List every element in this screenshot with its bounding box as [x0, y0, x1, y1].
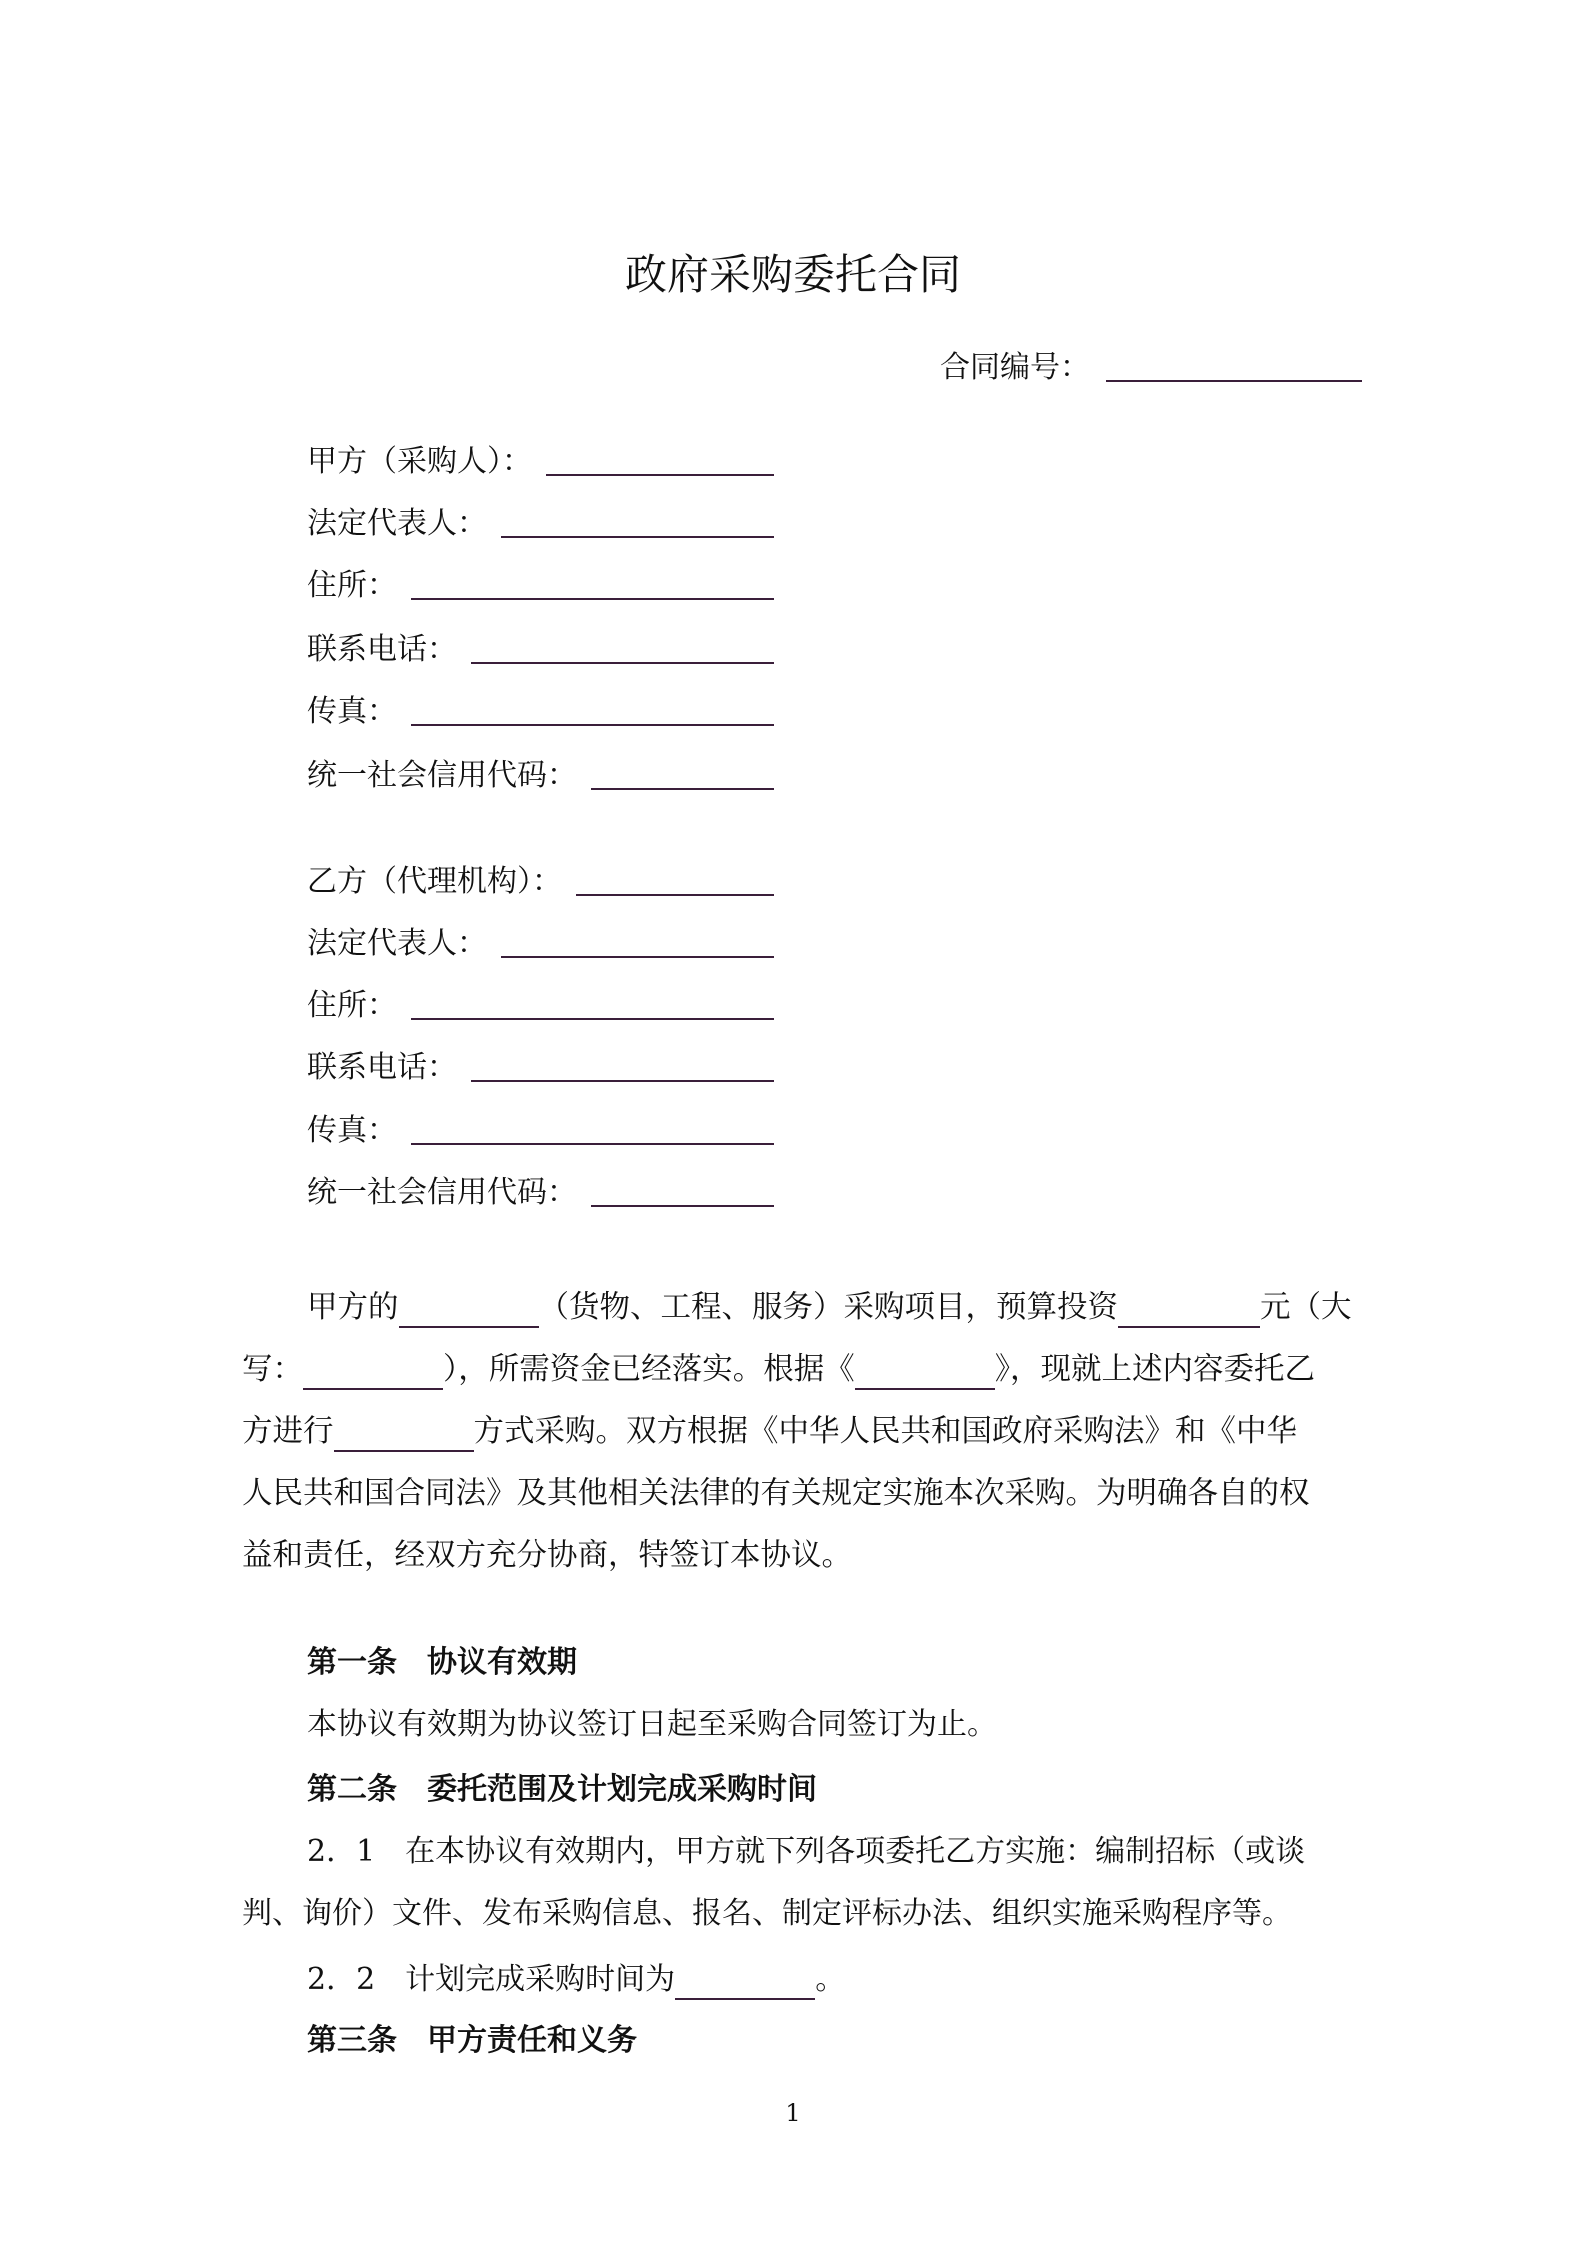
intro-paragraph — [242, 1288, 1356, 1588]
text: ），所需资金已经落实。根据《 — [443, 1352, 855, 1387]
party-b-legal-rep-field — [307, 924, 774, 964]
field-blank[interactable] — [411, 1018, 774, 1020]
party-a-address-field — [307, 566, 774, 606]
text: 益和责任，经双方充分协商，特签订本协议。 — [242, 1538, 852, 1573]
text: 。 — [815, 1962, 846, 1997]
paragraph-line — [307, 1288, 1356, 1328]
contract-number-field — [940, 348, 1362, 388]
field-label: 传真： — [307, 1113, 397, 1148]
field-label: 住所： — [307, 988, 397, 1023]
party-a-phone-field — [307, 630, 774, 670]
paragraph-line — [242, 1350, 1356, 1390]
party-a-fax-field — [307, 692, 774, 732]
contract-number-blank[interactable] — [1106, 380, 1362, 382]
field-blank[interactable] — [576, 894, 774, 896]
text: 》，现就上述内容委托乙 — [994, 1352, 1315, 1387]
paragraph-line — [242, 1474, 1356, 1514]
party-a-legal-rep-field — [307, 504, 774, 544]
text: （货物、工程、服务）采购项目，预算投资 — [538, 1290, 1118, 1325]
field-label: 传真： — [307, 694, 397, 729]
text: 方进行 — [242, 1414, 334, 1449]
article-1-heading: 第一条 协议有效期 — [307, 1645, 577, 1680]
field-blank[interactable] — [591, 788, 774, 790]
party-b-address-field — [307, 986, 774, 1026]
field-label: 甲方（采购人）： — [307, 444, 532, 479]
field-blank[interactable] — [411, 1143, 774, 1145]
text: 元（大 — [1260, 1290, 1352, 1325]
field-blank[interactable] — [501, 536, 774, 538]
page-number: 1 — [785, 2099, 801, 2127]
text: 写： — [242, 1352, 303, 1387]
field-blank[interactable] — [501, 956, 774, 958]
budget-blank[interactable] — [1118, 1300, 1260, 1328]
text: 方式采购。双方根据《中华人民共和国政府采购法》和《中华 — [473, 1414, 1297, 1449]
party-b-name-field — [307, 862, 774, 902]
party-b-credit-code-field — [307, 1173, 774, 1213]
procurement-method-blank[interactable] — [334, 1424, 474, 1452]
field-blank[interactable] — [411, 724, 774, 726]
field-label: 法定代表人： — [307, 926, 487, 961]
paragraph-line — [242, 1536, 1356, 1576]
item-type-blank[interactable] — [399, 1300, 539, 1328]
field-blank[interactable] — [411, 598, 774, 600]
party-b-phone-field — [307, 1048, 774, 1088]
field-label: 乙方（代理机构）： — [307, 864, 562, 899]
text: 2．2 计划完成采购时间为 — [307, 1962, 676, 1997]
field-blank[interactable] — [591, 1205, 774, 1207]
field-label: 联系电话： — [307, 632, 457, 667]
budget-capital-blank[interactable] — [303, 1362, 443, 1390]
field-blank[interactable] — [546, 474, 774, 476]
text: 甲方的 — [307, 1290, 399, 1325]
field-label: 统一社会信用代码： — [307, 758, 577, 793]
field-label: 统一社会信用代码： — [307, 1175, 577, 1210]
paragraph-line — [242, 1412, 1356, 1452]
article-1-text: 本协议有效期为协议签订日起至采购合同签订为止。 — [307, 1707, 997, 1742]
party-a-credit-code-field — [307, 756, 774, 796]
text: 人民共和国合同法》及其他相关法律的有关规定实施本次采购。为明确各自的权 — [242, 1476, 1310, 1511]
field-blank[interactable] — [471, 1080, 774, 1082]
field-label: 住所： — [307, 568, 397, 603]
field-blank[interactable] — [471, 662, 774, 664]
basis-blank[interactable] — [855, 1362, 995, 1390]
field-label: 联系电话： — [307, 1050, 457, 1085]
clause-2-1-line-1: 2．1 在本协议有效期内，甲方就下列各项委托乙方实施：编制招标（或谈 — [307, 1834, 1306, 1869]
party-b-fax-field — [307, 1111, 774, 1151]
party-a-name-field — [307, 442, 774, 482]
article-2-heading: 第二条 委托范围及计划完成采购时间 — [307, 1772, 817, 1807]
clause-2-2 — [307, 1960, 845, 2000]
completion-time-blank[interactable] — [675, 1972, 815, 2000]
clause-2-1-line-2: 判、询价）文件、发布采购信息、报名、制定评标办法、组织实施采购程序等。 — [242, 1896, 1292, 1931]
document-title: 政府采购委托合同 — [624, 250, 961, 299]
contract-number-label: 合同编号： — [940, 350, 1090, 385]
article-3-heading: 第三条 甲方责任和义务 — [307, 2023, 637, 2058]
field-label: 法定代表人： — [307, 506, 487, 541]
